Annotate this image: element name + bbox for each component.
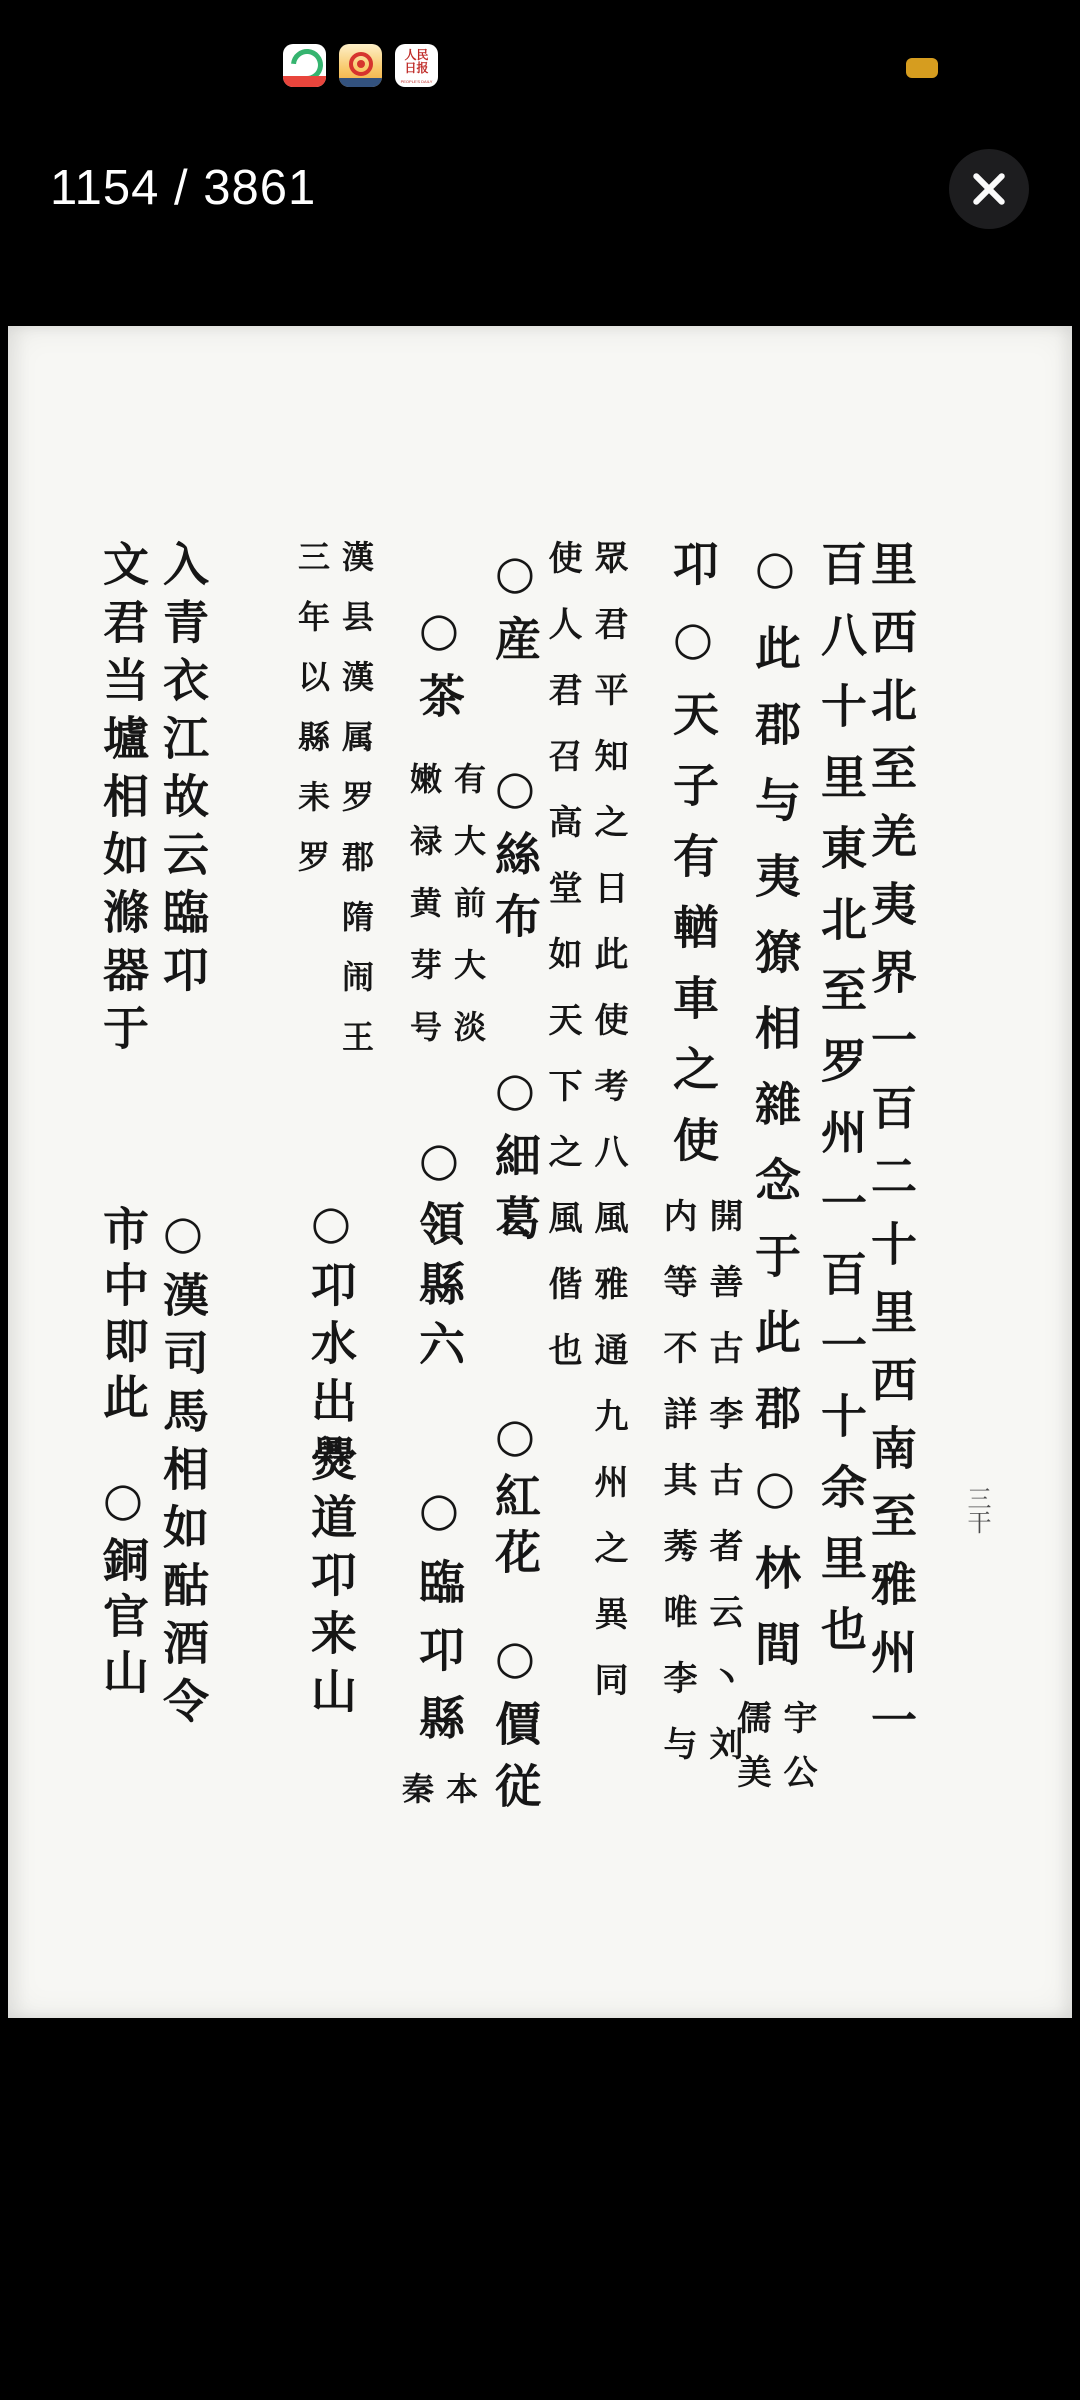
peoples-daily-app-icon (395, 44, 438, 87)
text-column: ○産 (488, 545, 542, 677)
scanned-page[interactable] (8, 326, 1072, 2018)
text-column: ○紅花 (488, 1408, 542, 1584)
annotation-column: 開善古李古者云丶刘 内等不詳其莠唯李与 (657, 1198, 743, 1792)
text-column: ○漢司馬相如酤酒令 (156, 1205, 210, 1735)
peoples-daily-subtext: PEOPLE'S DAILY (400, 79, 433, 84)
weibo-app-icon (339, 44, 382, 87)
text-column: ○銅官山 (96, 1472, 150, 1704)
battery-indicator (906, 58, 938, 78)
annotation-column: 眾君平知之日此使考八風雅通九州之異同 使人君召高堂如天下之風偕也 (542, 540, 628, 1728)
text-column: ○臨卭縣 (412, 1482, 466, 1762)
status-bar (0, 0, 1080, 100)
text-column: ○絲布 (488, 760, 542, 954)
margin-note: 三干 (963, 1486, 991, 1534)
text-column: 入青衣江故云臨卭 (156, 540, 210, 1004)
ribbon-banner (283, 76, 326, 87)
text-column: ○領縣六 (412, 1132, 466, 1380)
page-counter: 1154 / 3861 (50, 161, 317, 215)
text-column: ○此郡与夷獠相雜念于此郡○林間 (748, 540, 802, 1696)
text-column: 市中即此 (96, 1205, 150, 1429)
text-column: 百八十里東北至罗州一百一十余里也 (814, 540, 868, 1676)
text-column: 文君当壚相如滌器于 (96, 540, 150, 1062)
notification-icons (283, 44, 438, 87)
weibo-banner (339, 78, 382, 87)
annotation-column: 有大前大淡 嫩禄黄芽号 (405, 762, 487, 1072)
text-column: ○細葛 (488, 1062, 542, 1256)
text-column: ○茶 (412, 602, 466, 734)
green-swirl-app-icon (283, 44, 326, 87)
text-column: ○價従 (488, 1630, 542, 1824)
text-column: 里西北至羌夷界一百二十里西南至雅州一 (864, 540, 918, 1764)
annotation-column: 宇公 儒美 (731, 1700, 817, 1808)
weibo-eye-icon (349, 52, 373, 76)
annotation-column: 本 秦 (397, 1772, 479, 1804)
close-button[interactable] (949, 149, 1029, 229)
text-column: 卭○天子有輶車之使 (666, 540, 720, 1187)
annotation-column: 漢县漢属罗郡隋闹王 三年以縣耒罗 (293, 540, 375, 1080)
text-column: ○卭水出㸑道卭来山 (304, 1195, 358, 1725)
peoples-daily-glyph: 人民日报 (404, 48, 429, 75)
